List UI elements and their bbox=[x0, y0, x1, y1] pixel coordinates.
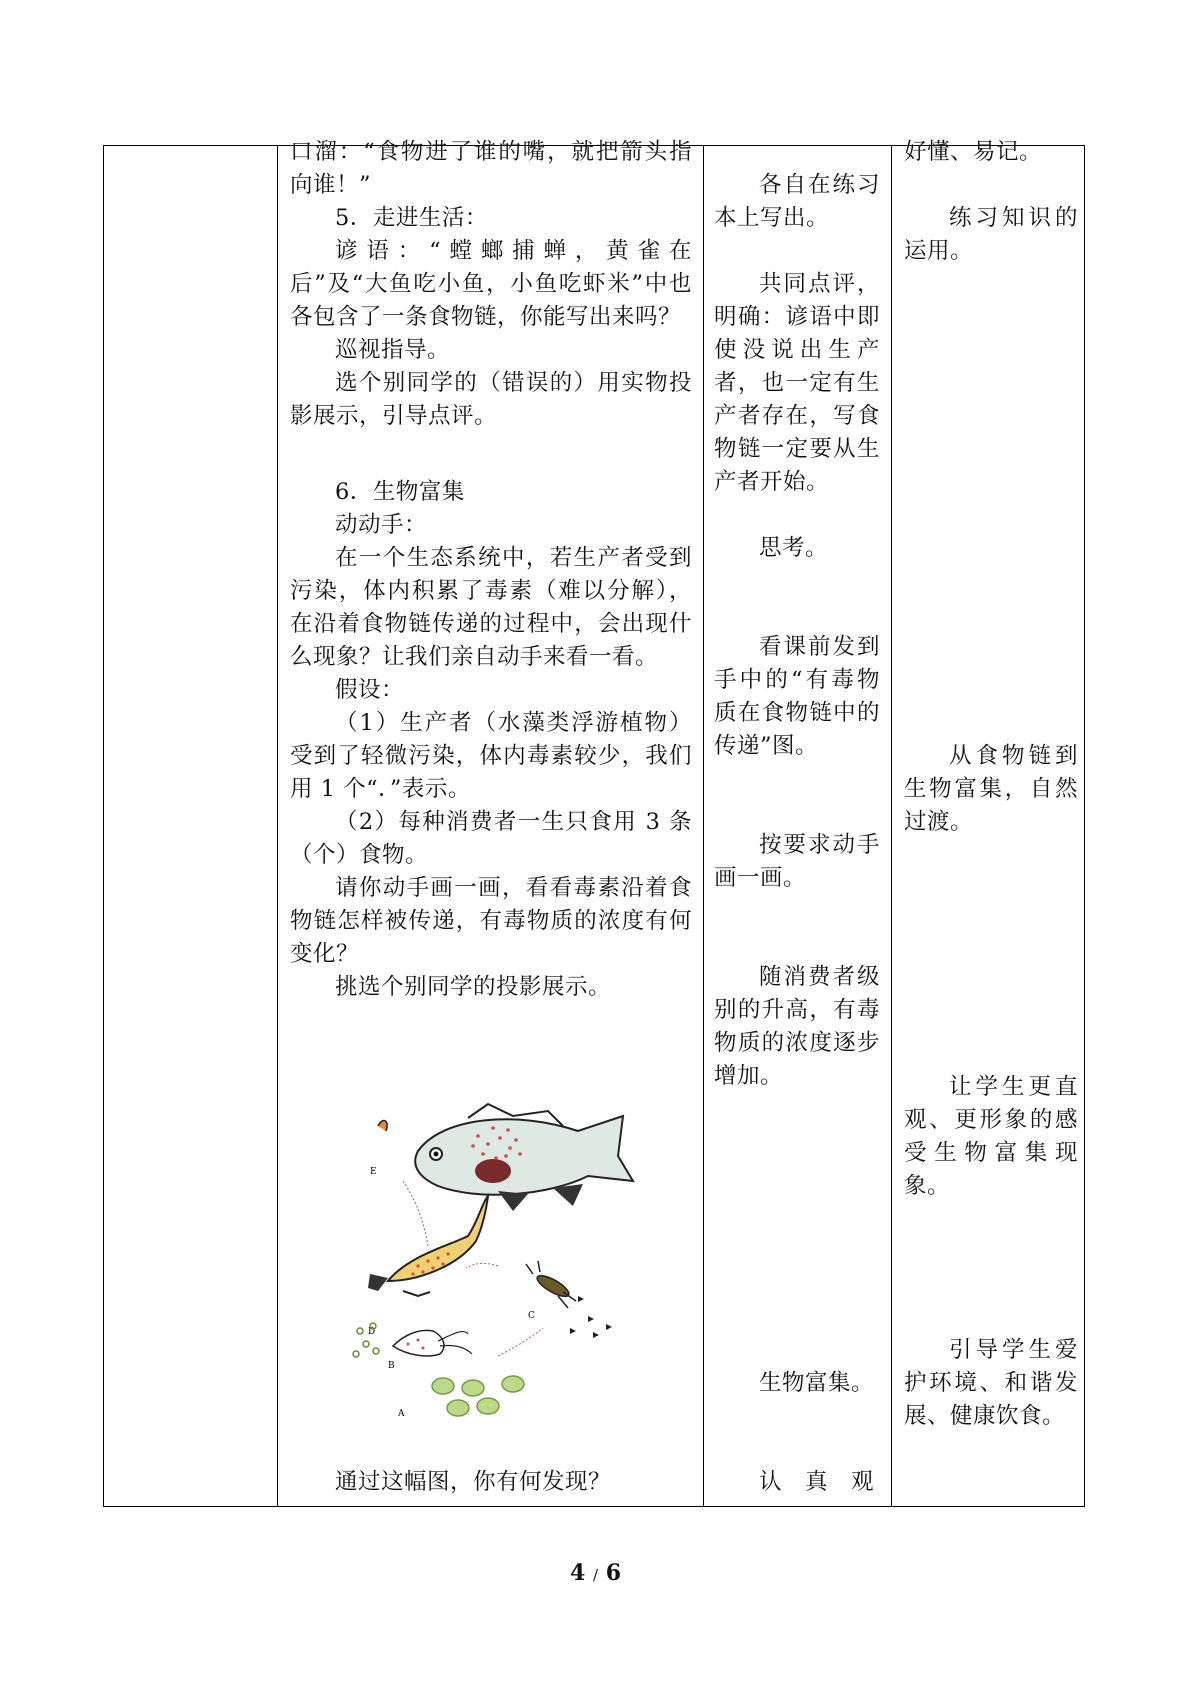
paragraph: 挑选个别同学的投影展示。 bbox=[335, 974, 612, 1000]
teacher-text-block bbox=[290, 476, 692, 1004]
paragraph: 生物富集。 bbox=[759, 1370, 875, 1396]
paragraph: 让学生更直观、更形象的感受生物富集现象。 bbox=[904, 1074, 1078, 1199]
table-column-1 bbox=[104, 146, 278, 1506]
student-text-block bbox=[714, 169, 880, 1093]
dots-icon bbox=[353, 1323, 379, 1357]
paragraph: 看课前发到手中的“有毒物质在食物链中的传递”图。 bbox=[714, 634, 880, 759]
paragraph: 思考。 bbox=[759, 535, 829, 561]
label-c: C bbox=[528, 1311, 535, 1321]
label-a: A bbox=[398, 1409, 405, 1419]
text-line: 口溜：“食物进了谁的嘴，就把箭头指 bbox=[290, 139, 692, 165]
paragraph: 谚语：“螳螂捕蝉，黄雀在后”及“大鱼吃小鱼，小鱼吃虾米”中也各包含了一条食物链，你能写出来吗？ bbox=[290, 238, 692, 330]
large-fish-illustration bbox=[415, 1104, 633, 1211]
section-title: 5．走进生活： bbox=[335, 205, 488, 231]
table-column-student-activity bbox=[704, 146, 892, 1506]
student-text-block bbox=[714, 1466, 880, 1499]
intent-text-block bbox=[904, 136, 1078, 268]
paragraph: 练习知识的运用。 bbox=[904, 205, 1078, 264]
text-line: 向谁！” bbox=[290, 172, 372, 198]
paragraph: 从食物链到生物富集，自然过渡。 bbox=[904, 743, 1078, 835]
total-pages: 6 bbox=[605, 1560, 622, 1586]
paragraph: 通过这幅图，你有何发现？ bbox=[335, 1469, 612, 1495]
paragraph: 动动手： bbox=[335, 512, 428, 538]
label-b: B bbox=[388, 1361, 395, 1371]
paragraph: 各自在练习本上写出。 bbox=[714, 172, 880, 231]
paragraph: 共同点评，明确：谚语中即使没说出生产者，也一定有生产者存在，写食物链一定要从生产者开始。 bbox=[714, 271, 880, 495]
page-separator: / bbox=[592, 1566, 599, 1584]
paragraph: （1）生产者（水藻类浮游植物）受到了轻微污染，体内毒素较少，我们用 1 个“．”表示。 bbox=[290, 710, 692, 802]
table-column-teacher-activity bbox=[278, 139, 704, 1506]
paragraph: 在一个生态系统中，若生产者受到污染，体内积累了毒素（难以分解），在沿着食物链传递的过程中，会出现什么现象？让我们亲自动手来看一看。 bbox=[290, 545, 692, 670]
paragraph: 选个别同学的（错误的）用实物投影展示，引导点评。 bbox=[290, 370, 692, 429]
paragraph: 请你动手画一画，看看毒素沿着食物链怎样被传递，有毒物质的浓度有何变化？ bbox=[290, 875, 692, 967]
algae-illustration bbox=[432, 1376, 524, 1416]
arrow-icon bbox=[403, 1181, 428, 1246]
page-number bbox=[0, 1560, 1191, 1586]
teacher-text-block bbox=[290, 136, 692, 433]
water-insect-illustration bbox=[526, 1261, 612, 1338]
paragraph: 按要求动手画一画。 bbox=[714, 832, 880, 891]
label-e: E bbox=[370, 1167, 377, 1177]
student-text-block bbox=[714, 1367, 880, 1400]
current-page: 4 bbox=[569, 1560, 586, 1586]
paragraph: 好懂、易记。 bbox=[904, 139, 1043, 165]
paragraph: 随消费者级别的升高，有毒物质的浓度逐步增加。 bbox=[714, 964, 880, 1089]
table-column-design-intent bbox=[892, 139, 1086, 1506]
lesson-plan-table bbox=[103, 139, 1085, 1507]
small-crustacean-illustration bbox=[393, 1330, 472, 1356]
intent-text-block bbox=[904, 1334, 1078, 1433]
paragraph: 引导学生爱护环境、和谐发展、健康饮食。 bbox=[904, 1337, 1078, 1429]
intent-text-block bbox=[904, 740, 1078, 839]
arrow-icon bbox=[466, 1263, 498, 1268]
arrow-icon bbox=[498, 1328, 543, 1356]
paragraph: 认 真 观 bbox=[759, 1469, 875, 1495]
paragraph: 巡视指导。 bbox=[335, 337, 451, 363]
label-d: D bbox=[368, 1327, 376, 1337]
section-title: 6．生物富集 bbox=[335, 479, 465, 505]
paragraph: 假设： bbox=[335, 677, 405, 703]
paragraph: （2）每种消费者一生只食用 3 条（个）食物。 bbox=[290, 809, 692, 868]
small-fish-icon bbox=[378, 1121, 387, 1131]
food-chain-toxin-figure bbox=[348, 1096, 678, 1436]
teacher-text-block bbox=[290, 1466, 692, 1499]
intent-text-block bbox=[904, 1071, 1078, 1203]
